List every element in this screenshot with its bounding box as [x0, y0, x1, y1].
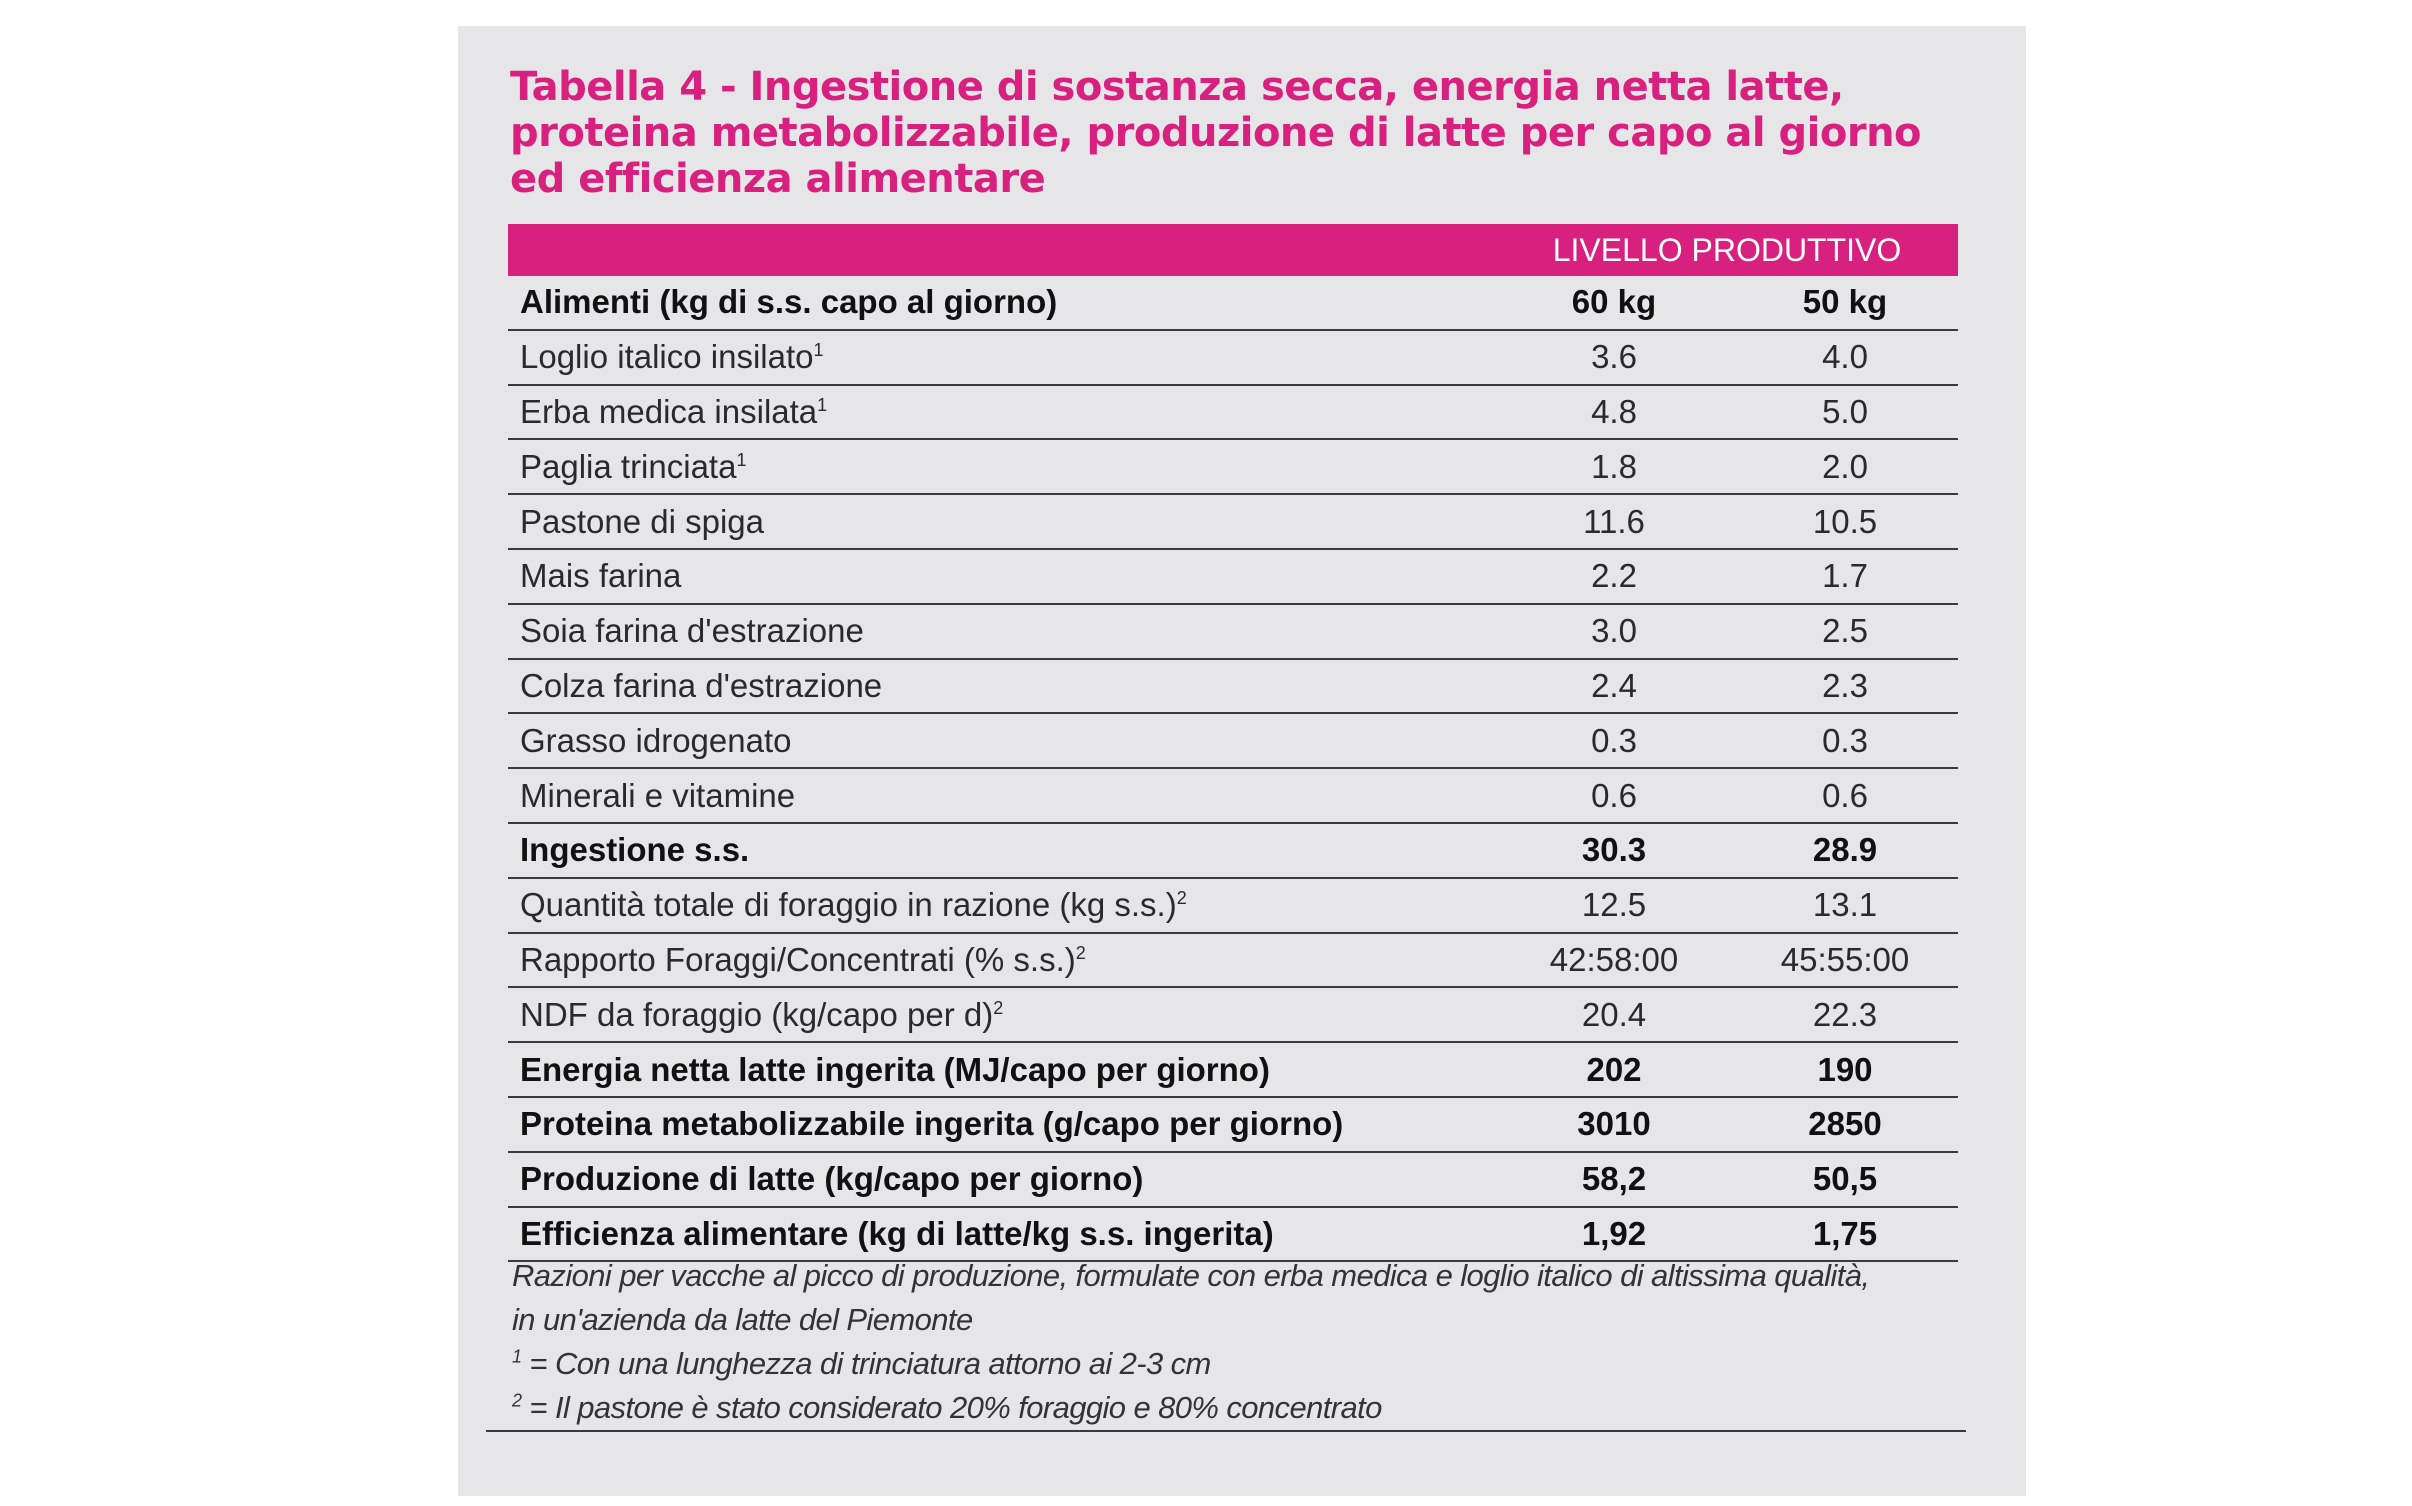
value-60kg: 20.4: [1496, 987, 1732, 1042]
row-label-text: Energia netta latte ingerita (MJ/capo per giorno): [520, 1050, 1270, 1088]
table-row: [508, 385, 1958, 440]
row-label: [508, 933, 1496, 988]
value-50kg: 2.5: [1732, 604, 1958, 659]
footnote-2: [512, 1386, 1968, 1430]
column-header-60kg: 60 kg: [1496, 276, 1732, 330]
row-label-text: Colza farina d'estrazione: [520, 666, 883, 704]
table-title: Tabella 4 - Ingestione di sostanza secca, energia netta latte, proteina metabolizzabile, produzione di latte per capo al giorno ed efficienza alimentare: [510, 64, 1922, 202]
note-line-1: Razioni per vacche al picco di produzione, formulate con erba medica e loglio italico di altissima qualità,: [512, 1258, 1870, 1293]
value-60kg: 0.6: [1496, 768, 1732, 823]
value-60kg: 30.3: [1496, 823, 1732, 878]
table-row: [508, 1097, 1958, 1152]
value-60kg: 58,2: [1496, 1152, 1732, 1207]
table-row: [508, 1152, 1958, 1207]
row-label: [508, 823, 1496, 878]
footnote-marker: 1: [736, 449, 747, 470]
row-label: [508, 659, 1496, 714]
value-50kg: 45:55:00: [1732, 933, 1958, 988]
table-row: [508, 439, 1958, 494]
row-label: [508, 604, 1496, 659]
table-row: [508, 659, 1958, 714]
header-band-empty: [508, 224, 1496, 276]
row-label-text: Mais farina: [520, 557, 682, 595]
value-50kg: 2850: [1732, 1097, 1958, 1152]
row-label: [508, 878, 1496, 933]
value-50kg: 5.0: [1732, 385, 1958, 440]
table-row: [508, 823, 1958, 878]
value-50kg: 2.0: [1732, 439, 1958, 494]
value-60kg: 0.3: [1496, 713, 1732, 768]
value-60kg: 3.6: [1496, 330, 1732, 385]
value-50kg: 4.0: [1732, 330, 1958, 385]
footnote-marker: 1: [817, 394, 828, 415]
footnote-marker: 2: [1075, 942, 1086, 963]
value-50kg: 1,75: [1732, 1207, 1958, 1262]
row-label-text: Efficienza alimentare (kg di latte/kg s.s. ingerita): [520, 1214, 1274, 1252]
footnote-1-mark: 1: [512, 1346, 522, 1367]
table-row: [508, 713, 1958, 768]
value-50kg: 0.6: [1732, 768, 1958, 823]
value-60kg: 11.6: [1496, 494, 1732, 549]
row-label: [508, 713, 1496, 768]
row-label: [508, 1152, 1496, 1207]
value-60kg: 1,92: [1496, 1207, 1732, 1262]
column-header-feeds: Alimenti (kg di s.s. capo al giorno): [508, 276, 1496, 330]
row-label-text: Paglia trinciata: [520, 447, 737, 485]
table-row: [508, 549, 1958, 604]
footnote-marker: 1: [813, 340, 824, 361]
value-50kg: 2.3: [1732, 659, 1958, 714]
value-50kg: 28.9: [1732, 823, 1958, 878]
table-notes: [498, 1254, 1968, 1430]
note-line-2: in un'azienda da latte del Piemonte: [512, 1302, 973, 1337]
value-50kg: 22.3: [1732, 987, 1958, 1042]
footnote-1: [512, 1342, 1968, 1386]
footnote-2-text: = Il pastone è stato considerato 20% foraggio e 80% concentrato: [521, 1390, 1382, 1425]
bottom-divider: [486, 1430, 1966, 1432]
value-60kg: 2.2: [1496, 549, 1732, 604]
value-60kg: 42:58:00: [1496, 933, 1732, 988]
value-50kg: 13.1: [1732, 878, 1958, 933]
table-row: [508, 878, 1958, 933]
value-60kg: 3.0: [1496, 604, 1732, 659]
table-row: [508, 768, 1958, 823]
header-band: [508, 224, 1958, 276]
row-label-text: Grasso idrogenato: [520, 721, 792, 759]
row-label-text: Produzione di latte (kg/capo per giorno): [520, 1160, 1144, 1198]
value-50kg: 0.3: [1732, 713, 1958, 768]
row-label-text: Erba medica insilata: [520, 392, 818, 430]
row-label-text: Proteina metabolizzabile ingerita (g/capo per giorno): [520, 1105, 1344, 1143]
row-label-text: Pastone di spiga: [520, 502, 765, 540]
row-label-text: Quantità totale di foraggio in razione (kg s.s.): [520, 886, 1177, 924]
row-label: [508, 1097, 1496, 1152]
footnote-1-text: = Con una lunghezza di trinciatura attorno ai 2-3 cm: [521, 1346, 1211, 1381]
table-row: [508, 494, 1958, 549]
row-label-text: Loglio italico insilato: [520, 338, 814, 376]
row-label-text: NDF da foraggio (kg/capo per d): [520, 995, 994, 1033]
table-row: [508, 604, 1958, 659]
value-60kg: 4.8: [1496, 385, 1732, 440]
document-page: [458, 26, 2026, 1496]
row-label-text: Soia farina d'estrazione: [520, 612, 864, 650]
value-50kg: 50,5: [1732, 1152, 1958, 1207]
row-label-text: Rapporto Foraggi/Concentrati (% s.s.): [520, 940, 1076, 978]
table-row: [508, 933, 1958, 988]
value-60kg: 12.5: [1496, 878, 1732, 933]
data-table: [508, 224, 1958, 1262]
value-60kg: 1.8: [1496, 439, 1732, 494]
table-row: [508, 1042, 1958, 1097]
table-container: [508, 224, 1958, 1262]
row-label: [508, 549, 1496, 604]
value-60kg: 3010: [1496, 1097, 1732, 1152]
row-label: [508, 987, 1496, 1042]
row-label: [508, 330, 1496, 385]
table-row: [508, 987, 1958, 1042]
footnote-marker: 2: [993, 997, 1004, 1018]
table-body: [508, 330, 1958, 1262]
table-row: [508, 330, 1958, 385]
column-header-row: [508, 276, 1958, 330]
row-label-text: Ingestione s.s.: [520, 831, 750, 869]
row-label: [508, 768, 1496, 823]
value-60kg: 2.4: [1496, 659, 1732, 714]
value-50kg: 190: [1732, 1042, 1958, 1097]
row-label: [508, 1042, 1496, 1097]
value-60kg: 202: [1496, 1042, 1732, 1097]
production-level-label: LIVELLO PRODUTTIVO: [1496, 224, 1958, 276]
row-label: [508, 494, 1496, 549]
footnote-marker: 2: [1176, 888, 1187, 909]
column-header-50kg: 50 kg: [1732, 276, 1958, 330]
row-label: [508, 385, 1496, 440]
footnote-2-mark: 2: [512, 1390, 522, 1411]
value-50kg: 1.7: [1732, 549, 1958, 604]
row-label-text: Minerali e vitamine: [520, 776, 796, 814]
row-label: [508, 439, 1496, 494]
value-50kg: 10.5: [1732, 494, 1958, 549]
